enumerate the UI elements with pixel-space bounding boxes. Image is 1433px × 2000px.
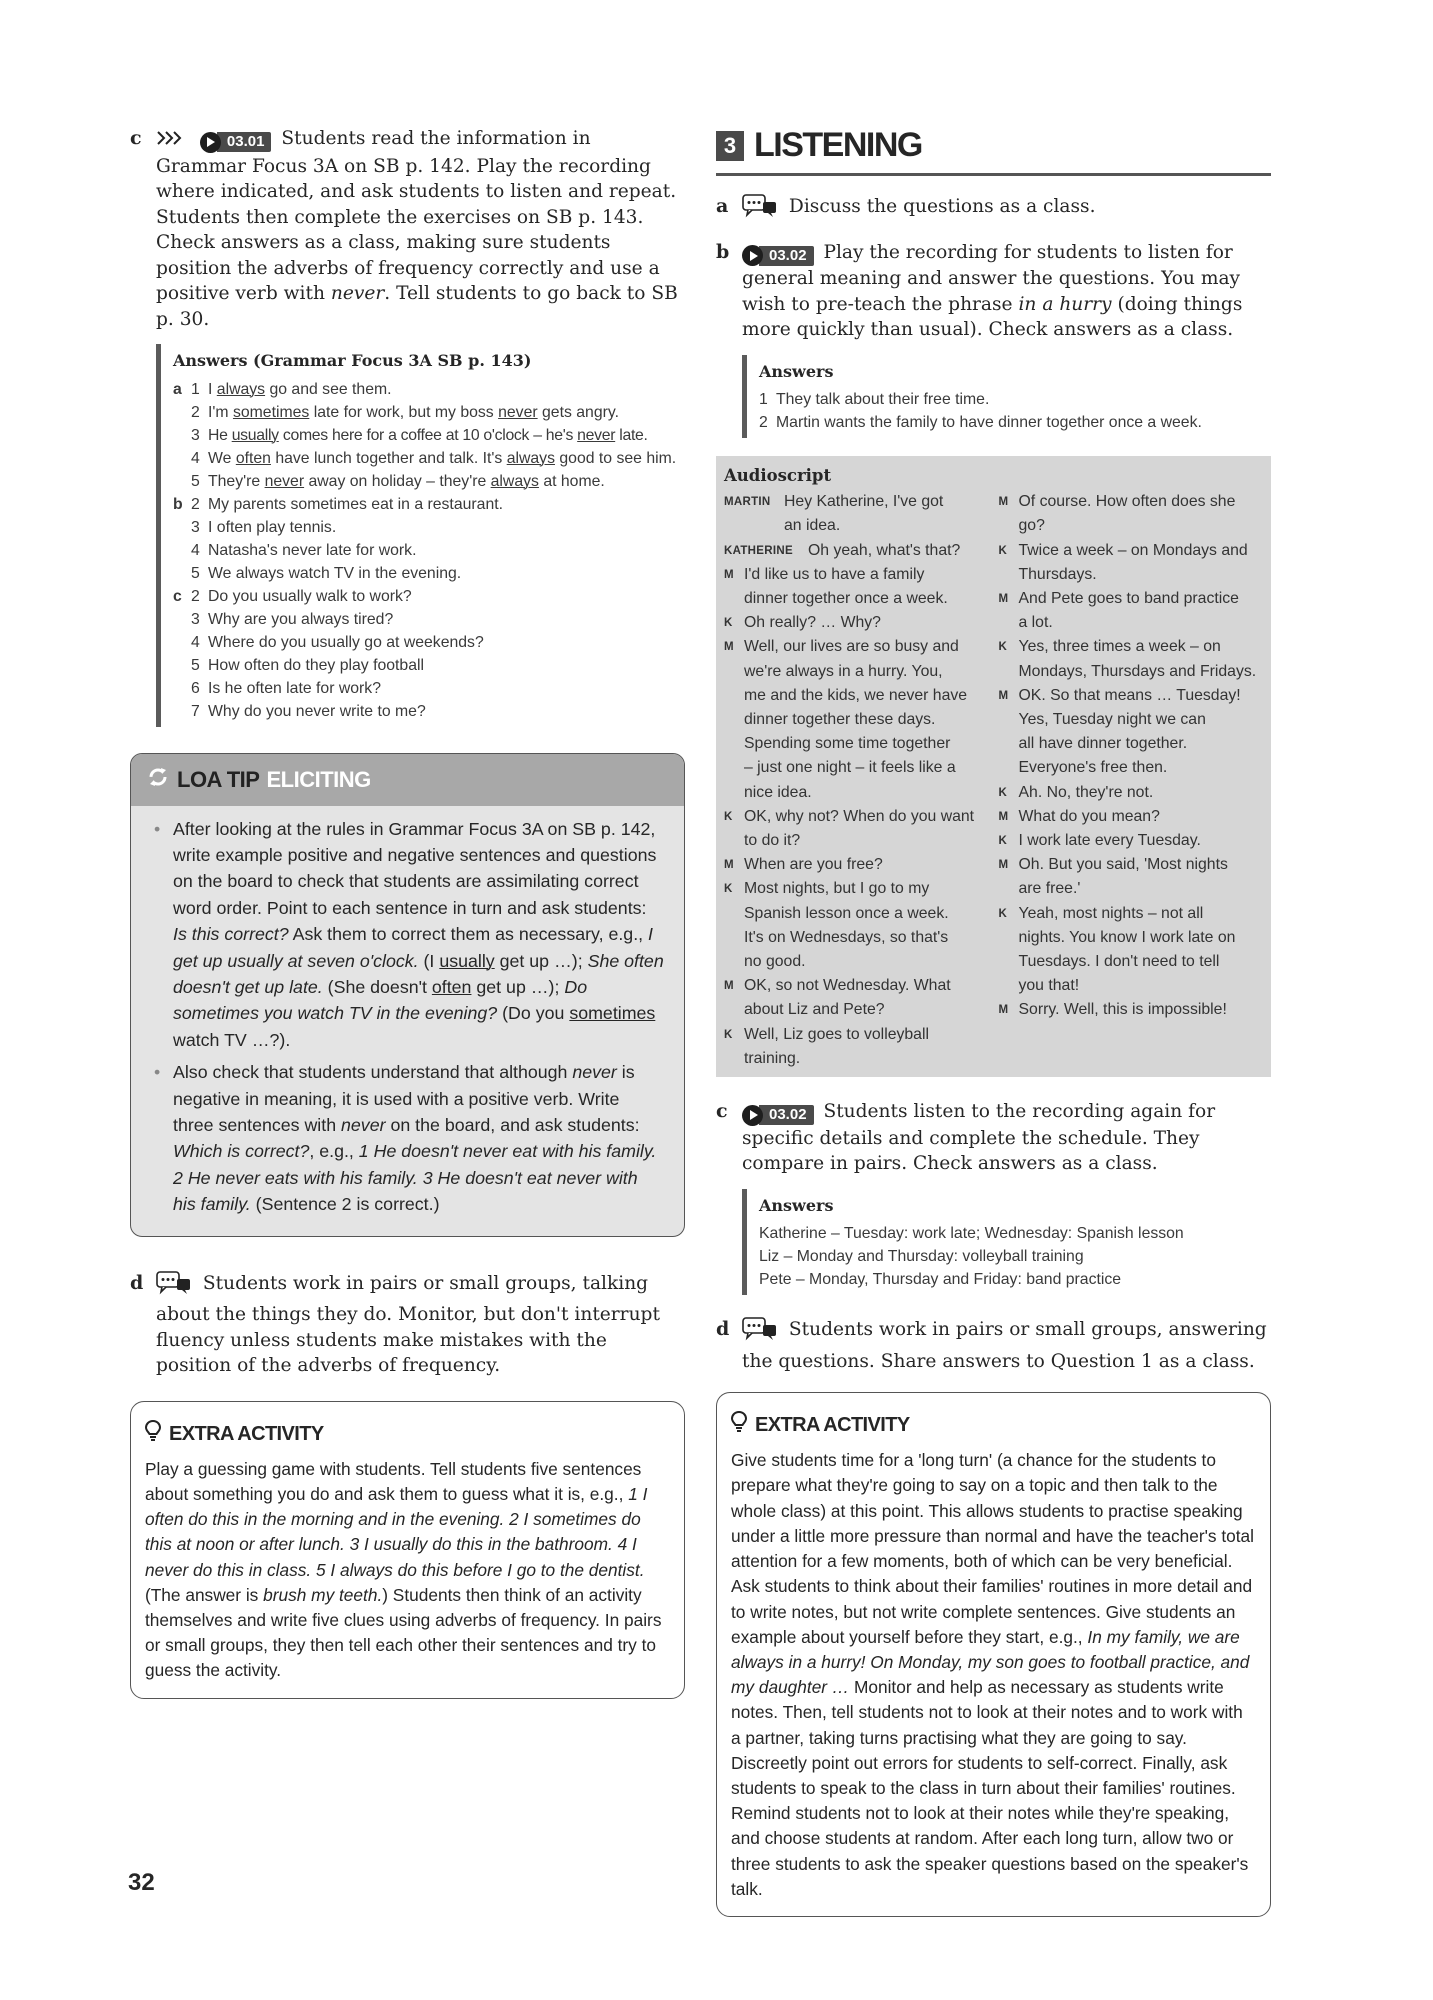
speaker-label: M bbox=[724, 859, 734, 872]
exercise-letter: c bbox=[716, 1100, 728, 1123]
line-text: Yeah, most nights – not all bbox=[1018, 904, 1204, 922]
speaker-label: KATHERINE bbox=[724, 544, 793, 557]
audioscript-line bbox=[724, 563, 989, 587]
answer-row: 7 Why do you never write to me? bbox=[191, 702, 426, 720]
audioscript-line bbox=[999, 877, 1264, 901]
line-text: OK. So that means … Tuesday! bbox=[1018, 686, 1241, 704]
speaker-label: K bbox=[998, 641, 1008, 654]
answer-row: 3 He usually comes here for a coffee at 10 o'clock – he's never late. bbox=[191, 426, 648, 444]
line-text: Well, our lives are so busy and bbox=[744, 638, 959, 656]
audioscript-line bbox=[724, 781, 989, 805]
extra-activity-title: EXTRA ACTIVITY bbox=[145, 1420, 670, 1449]
line-text: Hey Katherine, I've got bbox=[784, 493, 944, 511]
audioscript-line bbox=[999, 611, 1264, 635]
line-text: training. bbox=[744, 1049, 801, 1067]
exercise-text: Discuss the questions as a class. bbox=[788, 196, 1096, 217]
line-text: Yes, three times a week – on bbox=[1018, 638, 1221, 656]
section-header bbox=[716, 126, 1271, 176]
audioscript-line bbox=[724, 1047, 989, 1071]
line-text: an idea. bbox=[784, 517, 841, 535]
extra-activity-title: EXTRA ACTIVITY bbox=[731, 1411, 1256, 1440]
speaker-label: K bbox=[724, 810, 733, 823]
speaker-label: K bbox=[998, 544, 1008, 557]
answer-row: 3 I often play tennis. bbox=[191, 518, 337, 536]
exercise-letter: d bbox=[130, 1271, 144, 1294]
answer-row: 4 Where do you usually go at weekends? bbox=[191, 633, 484, 651]
answer-row: a 1 I always go and see them. bbox=[173, 380, 392, 398]
speaker-label: M bbox=[724, 641, 734, 654]
speaker-label: M bbox=[998, 859, 1009, 872]
audioscript-line bbox=[999, 490, 1264, 514]
speaker-label: M bbox=[998, 689, 1009, 702]
speaker-label: K bbox=[724, 1028, 733, 1041]
line-text: are free.' bbox=[1018, 880, 1081, 898]
loa-tip-box bbox=[130, 753, 685, 1237]
audioscript-line bbox=[999, 926, 1264, 950]
audioscript-line bbox=[724, 1023, 989, 1047]
audioscript-line bbox=[999, 514, 1264, 538]
answer-row: c 2 Do you usually walk to work? bbox=[173, 587, 412, 605]
audioscript-line bbox=[999, 635, 1264, 659]
line-text: go? bbox=[1018, 517, 1045, 535]
audioscript-line bbox=[999, 829, 1264, 853]
speech-bubbles-icon bbox=[156, 1271, 192, 1303]
exercise-text-italic: in a hurry bbox=[1018, 293, 1112, 315]
answer-row: 4 We often have lunch together and talk. It's always good to see him. bbox=[191, 449, 677, 467]
loa-tip-header bbox=[131, 754, 684, 806]
line-text: I'd like us to have a family bbox=[744, 565, 925, 583]
answer-row: 1 They talk about their free time. bbox=[759, 391, 990, 408]
speaker-label: K bbox=[998, 907, 1008, 920]
line-text: Twice a week – on Mondays and bbox=[1018, 541, 1248, 559]
line-text: OK, why not? When do you want bbox=[744, 807, 975, 825]
exercise-c bbox=[716, 1099, 1271, 1295]
audioscript-line bbox=[724, 998, 989, 1022]
play-icon bbox=[742, 245, 763, 266]
answer-row: b 2 My parents sometimes eat in a restaurant. bbox=[173, 495, 504, 513]
tip-bullet: • Also check that students understand that although never is negative in meaning, it is used with a positive verb. Write three sentences with never on the board, and ask students: Which is correct?, e.g., 1 He doesn't never eat with his family. 2 He never eats with his family. 3 He doesn't eat never with his family. (Sentence 2 is correct.) bbox=[151, 1059, 664, 1217]
speaker-label: M bbox=[724, 980, 734, 993]
lightbulb-icon bbox=[731, 1411, 755, 1440]
line-text: Sorry. Well, this is impossible! bbox=[1018, 1001, 1227, 1019]
audio-track-button[interactable] bbox=[742, 245, 814, 266]
line-text: no good. bbox=[744, 953, 806, 971]
audioscript-line bbox=[724, 732, 989, 756]
audioscript-line bbox=[724, 684, 989, 708]
audioscript-line bbox=[724, 611, 989, 635]
audioscript-line bbox=[999, 902, 1264, 926]
audioscript-line bbox=[999, 708, 1264, 732]
line-text: Spending some time together bbox=[744, 735, 951, 753]
line-text: When are you free? bbox=[744, 856, 883, 874]
answers-title: Answers bbox=[759, 1195, 834, 1215]
audioscript-line bbox=[999, 756, 1264, 780]
exercise-letter: c bbox=[130, 127, 142, 149]
answers-block bbox=[742, 1189, 1271, 1296]
audioscript-line bbox=[724, 514, 989, 538]
audioscript-panel bbox=[716, 456, 1271, 1077]
line-text: Mondays, Thursdays and Fridays. bbox=[1018, 662, 1257, 680]
exercise-text-italic: never bbox=[330, 283, 385, 304]
audioscript-line bbox=[724, 660, 989, 684]
line-text: to do it? bbox=[744, 832, 801, 850]
exercise-text: Students read the information in Grammar Focus 3A on SB p. 142. Play the recording where indicated, and ask students to listen and repeat. Students then complete the exercises on SB p. 143. Check answers as a class, making sure students position the adverbs of frequency correctly and use a positive verb with bbox=[156, 128, 677, 304]
tip-bullet: • After looking at the rules in Grammar Focus 3A on SB p. 142, write example positive and negative sentences and questions on the board to check that students are assimilating correct word order. Point to each sentence in turn and ask students: Is this correct? Ask them to correct them as necessary, e.g., I get up usually at seven o'clock. (I usually get up …); She often doesn't get up late. (She doesn't often get up …); Do sometimes you watch TV in the evening? (Do you sometimes watch TV …?). bbox=[151, 816, 664, 1054]
answer-row: Katherine – Tuesday: work late; Wednesday: Spanish lesson bbox=[759, 1225, 1184, 1243]
audioscript-line bbox=[724, 877, 989, 901]
audio-track-button[interactable] bbox=[200, 132, 272, 153]
line-text: me and the kids, we never have bbox=[744, 686, 968, 704]
section-number: 3 bbox=[716, 131, 744, 161]
exercise-text: Play the recording for students to listen for general meaning and answer the questions. You may wish to pre-teach the phrase bbox=[742, 241, 1241, 315]
extra-activity-box bbox=[130, 1401, 685, 1699]
speaker-label: M bbox=[998, 1004, 1009, 1017]
line-text: you that! bbox=[1018, 977, 1080, 995]
line-text: nice idea. bbox=[744, 783, 812, 801]
line-text: It's on Wednesdays, so that's bbox=[744, 928, 949, 946]
loa-tip-topic: ELICITING bbox=[266, 766, 371, 792]
audioscript-line bbox=[999, 974, 1264, 998]
speaker-label: K bbox=[724, 883, 733, 896]
line-text: Tuesdays. I don't need to tell bbox=[1018, 953, 1220, 971]
audioscript-line bbox=[724, 756, 989, 780]
page-number: 32 bbox=[128, 1869, 155, 1896]
line-text: Spanish lesson once a week. bbox=[744, 904, 949, 922]
line-text: Everyone's free then. bbox=[1018, 759, 1168, 777]
speaker-label: M bbox=[998, 496, 1009, 509]
line-text: Oh really? … Why? bbox=[744, 614, 881, 632]
extra-activity-text: Give students time for a 'long turn' (a chance for the students to prepare what they're going to say on a topic and then talk to the whole class) at this point. This allows students to practise speaking under a little more pressure than normal and have the teacher's total attention for a few moments, both of which can be very beneficial. Ask students to think about their families' routines in more detail and to write notes, but not write complete sentences. Give students an example about yourself before they start, e.g., In my family, we are always in a hurry! On Monday, my son goes to football practice, and my daughter … Monitor and help as necessary as students write notes. Then, tell students not to look at their notes and to work with a partner, taking turns practising what they are going to say. Discreetly point out errors for students to self-correct. Finally, ask students to speak to the class in turn about their families' routines. Remind students not to look at their notes while they're speaking, and choose students at random. After each long turn, allow two or three students to ask the speaker questions based on the speaker's talk. bbox=[731, 1450, 1254, 1899]
answer-row: Liz – Monday and Thursday: volleyball training bbox=[759, 1248, 1084, 1266]
answer-row: 5 They're never away on holiday – they're always at home. bbox=[191, 472, 605, 490]
line-text: dinner together these days. bbox=[744, 711, 936, 729]
line-text: I work late every Tuesday. bbox=[1018, 832, 1201, 850]
audioscript-line bbox=[999, 950, 1264, 974]
exercise-text-end: (doing things more quickly than usual). Check answers as a class. bbox=[742, 293, 1243, 340]
answer-row: 2 Martin wants the family to have dinner together once a week. bbox=[759, 414, 1202, 431]
cycle-icon bbox=[147, 766, 169, 794]
answer-row: 2 I'm sometimes late for work, but my boss never gets angry. bbox=[191, 403, 619, 421]
audioscript-line bbox=[724, 635, 989, 659]
line-text: Well, Liz goes to volleyball bbox=[744, 1025, 929, 1043]
audioscript-line bbox=[999, 539, 1264, 563]
audioscript-col-left bbox=[724, 490, 989, 1071]
audioscript-line bbox=[999, 781, 1264, 805]
answer-row: 5 How often do they play football bbox=[191, 656, 425, 674]
answer-row: 6 Is he often late for work? bbox=[191, 679, 381, 697]
left-column bbox=[130, 126, 685, 1699]
line-text: Thursdays. bbox=[1018, 565, 1097, 583]
line-text: all have dinner together. bbox=[1018, 735, 1188, 753]
answer-row: 5 We always watch TV in the evening. bbox=[191, 564, 462, 582]
audioscript-col-right bbox=[999, 490, 1264, 1071]
audioscript-line bbox=[724, 805, 989, 829]
exercise-d bbox=[716, 1317, 1271, 1374]
line-text: Ah. No, they're not. bbox=[1018, 783, 1154, 801]
exercise-text: Students work in pairs or small groups, answering the questions. Share answers to Question 1 as a class. bbox=[742, 1319, 1267, 1372]
line-text: Yes, Tuesday night we can bbox=[1018, 711, 1206, 729]
line-text: a lot. bbox=[1018, 614, 1053, 632]
exercise-c bbox=[130, 126, 685, 727]
line-text: Of course. How often does she bbox=[1018, 493, 1236, 511]
audioscript-line bbox=[724, 539, 989, 563]
track-number: 03.02 bbox=[759, 1105, 814, 1125]
speaker-label: K bbox=[998, 835, 1008, 848]
audioscript-line bbox=[724, 708, 989, 732]
exercise-a bbox=[716, 194, 1271, 226]
speaker-label: M bbox=[998, 810, 1009, 823]
speaker-label: M bbox=[998, 593, 1009, 606]
loa-tip-label: LOA TIP bbox=[177, 766, 260, 792]
audioscript-line bbox=[999, 998, 1264, 1022]
extra-activity-text: Play a guessing game with students. Tell students five sentences about something you do and ask them to guess what it is, e.g., 1 I often do this in the morning and in the evening. 2 I sometimes do this at noon or after lunch. 3 I usually do this in the bathroom. 4 I never do this in class. 5 I always do this before I go to the dentist. (The answer is brush my teeth.) Students then think of an activity themselves and write five clues using adverbs of frequency. In pairs or small groups, they then tell each other their sentences and try to guess the activity. bbox=[145, 1458, 662, 1681]
lightbulb-icon bbox=[145, 1420, 169, 1449]
speaker-label: K bbox=[724, 617, 733, 630]
audioscript-line bbox=[999, 684, 1264, 708]
line-text: And Pete goes to band practice bbox=[1018, 590, 1239, 608]
answer-row: 4 Natasha's never late for work. bbox=[191, 541, 417, 559]
audioscript-line bbox=[999, 660, 1264, 684]
extend-icon bbox=[156, 128, 186, 154]
line-text: nights. You know I work late on bbox=[1018, 928, 1236, 946]
audioscript-line bbox=[724, 926, 989, 950]
audioscript-line bbox=[724, 853, 989, 877]
line-text: dinner together once a week. bbox=[744, 590, 948, 608]
exercise-letter: d bbox=[716, 1318, 730, 1341]
audioscript-line bbox=[724, 950, 989, 974]
exercise-text-end: . Tell students to go back to SB p. 30. bbox=[156, 283, 678, 330]
audioscript-line bbox=[724, 490, 989, 514]
answers-title: Answers (Grammar Focus 3A SB p. 143) bbox=[173, 351, 532, 370]
line-text: Oh. But you said, 'Most nights bbox=[1018, 856, 1228, 874]
audioscript-line bbox=[999, 587, 1264, 611]
line-text: – just one night – it feels like a bbox=[744, 759, 956, 777]
play-icon bbox=[742, 1105, 763, 1126]
line-text: Most nights, but I go to my bbox=[744, 880, 930, 898]
audioscript-title: Audioscript bbox=[724, 466, 832, 485]
track-number: 03.01 bbox=[217, 132, 272, 152]
speaker-label: M bbox=[724, 568, 734, 581]
right-column bbox=[716, 126, 1271, 1917]
speaker-label: K bbox=[998, 786, 1008, 799]
exercise-d bbox=[130, 1271, 685, 1379]
answers-title: Answers bbox=[759, 361, 834, 381]
extra-activity-box bbox=[716, 1392, 1271, 1917]
answer-row: 3 Why are you always tired? bbox=[191, 610, 394, 628]
speaker-label: MARTIN bbox=[724, 496, 771, 509]
line-text: about Liz and Pete? bbox=[744, 1001, 885, 1019]
exercise-b bbox=[716, 240, 1271, 439]
line-text: we're always in a hurry. You, bbox=[744, 662, 943, 680]
exercise-text: Students work in pairs or small groups, talking about the things they do. Monitor, but don't interrupt fluency unless students make mistakes with the position of the adverbs of frequency. bbox=[156, 1272, 660, 1377]
answers-block bbox=[742, 355, 1271, 439]
audioscript-line bbox=[724, 587, 989, 611]
audioscript-line bbox=[724, 902, 989, 926]
speech-bubbles-icon bbox=[742, 194, 778, 226]
speech-bubbles-icon bbox=[742, 1317, 778, 1349]
line-text: Oh yeah, what's that? bbox=[808, 541, 961, 559]
loa-tip-body bbox=[131, 806, 684, 1236]
track-number: 03.02 bbox=[759, 246, 814, 266]
section-title: LISTENING bbox=[754, 126, 922, 164]
line-text: What do you mean? bbox=[1018, 807, 1160, 825]
exercise-text: Students listen to the recording again for specific details and complete the schedule. They compare in pairs. Check answers as a class. bbox=[742, 1101, 1216, 1175]
audioscript-line bbox=[999, 732, 1264, 756]
audioscript-columns bbox=[724, 490, 1263, 1071]
answers-block bbox=[156, 344, 685, 727]
audioscript-line bbox=[724, 829, 989, 853]
audio-track-button[interactable] bbox=[742, 1105, 814, 1126]
line-text: OK, so not Wednesday. What bbox=[744, 977, 951, 995]
audioscript-line bbox=[999, 563, 1264, 587]
answer-row: Pete – Monday, Thursday and Friday: band practice bbox=[759, 1271, 1122, 1289]
audioscript-line bbox=[999, 853, 1264, 877]
exercise-letter: a bbox=[716, 195, 729, 217]
play-icon bbox=[200, 132, 221, 153]
audioscript-line bbox=[724, 974, 989, 998]
exercise-letter: b bbox=[716, 240, 730, 263]
audioscript-line bbox=[999, 805, 1264, 829]
